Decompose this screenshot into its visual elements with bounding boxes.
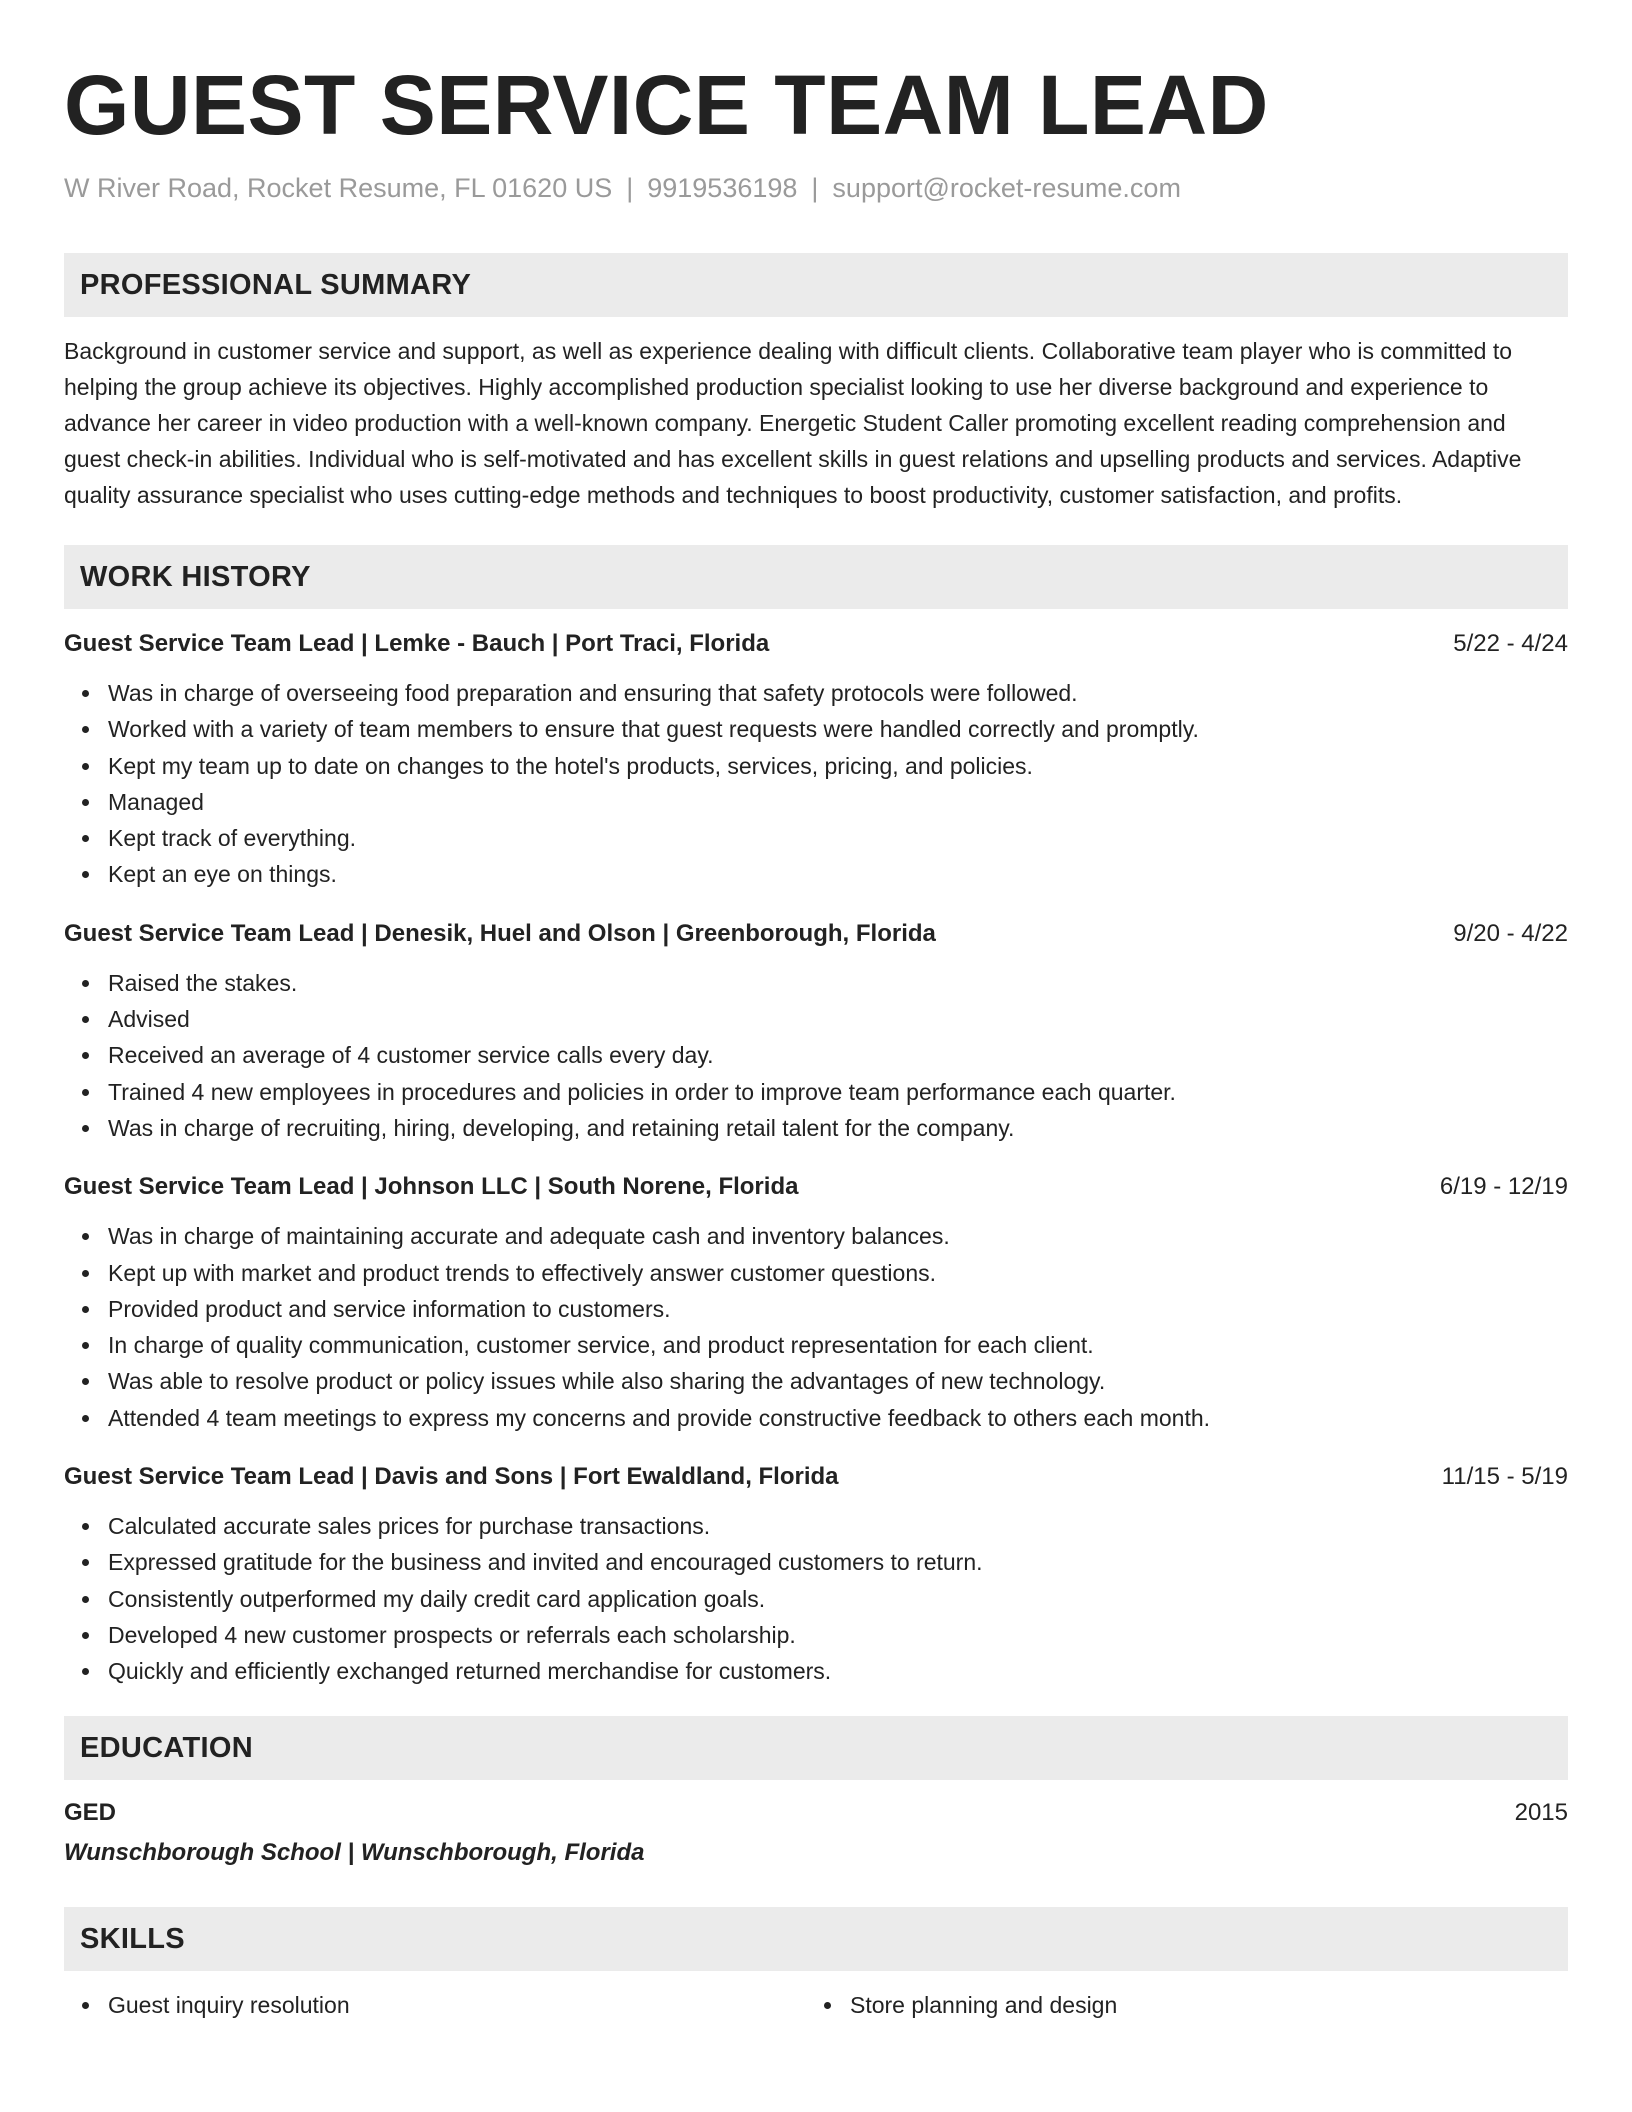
job-bullet: Was able to resolve product or policy issues while also sharing the advantages of new technology. (64, 1363, 1568, 1399)
job-bullet: Calculated accurate sales prices for purchase transactions. (64, 1508, 1568, 1544)
education-year: 2015 (1514, 1798, 1568, 1826)
job-header (64, 919, 1568, 949)
education-entry (64, 1798, 1568, 1828)
resume-page (64, 0, 1568, 2023)
contact-separator: | (811, 173, 819, 203)
job-dates: 5/22 - 4/24 (1453, 630, 1568, 657)
job-entry (64, 919, 1568, 1146)
section-heading-education: EDUCATION (64, 1716, 1568, 1780)
job-bullet: Received an average of 4 customer service calls every day. (64, 1037, 1568, 1073)
skill-item: Store planning and design (806, 1987, 1548, 2023)
contact-email: support@rocket-resume.com (832, 173, 1181, 203)
job-entry (64, 629, 1568, 893)
contact-address: W River Road, Rocket Resume, FL 01620 US (64, 173, 613, 203)
job-header (64, 1462, 1568, 1492)
skills-grid (64, 1987, 1568, 2023)
job-bullet: Consistently outperformed my daily credit card application goals. (64, 1581, 1568, 1617)
job-bullets (64, 1508, 1568, 1689)
job-header (64, 629, 1568, 659)
job-bullet: Attended 4 team meetings to express my concerns and provide constructive feedback to others each month. (64, 1400, 1568, 1436)
contact-phone: 9919536198 (647, 173, 798, 203)
job-bullet: Kept my team up to date on changes to the hotel's products, services, pricing, and policies. (64, 748, 1568, 784)
job-bullet: Trained 4 new employees in procedures and policies in order to improve team performance each quarter. (64, 1074, 1568, 1110)
job-bullet: Kept track of everything. (64, 820, 1568, 856)
skill-item: Guest inquiry resolution (64, 1987, 806, 2023)
job-title: Guest Service Team Lead | Lemke - Bauch | Port Traci, Florida (64, 630, 770, 657)
job-bullet: Developed 4 new customer prospects or referrals each scholarship. (64, 1617, 1568, 1653)
skills-column-left (64, 1987, 806, 2023)
job-bullet: Was in charge of recruiting, hiring, developing, and retaining retail talent for the company. (64, 1110, 1568, 1146)
job-bullet: Was in charge of maintaining accurate and adequate cash and inventory balances. (64, 1218, 1568, 1254)
job-dates: 6/19 - 12/19 (1439, 1173, 1568, 1201)
job-dates: 9/20 - 4/22 (1453, 919, 1568, 947)
job-bullet: Raised the stakes. (64, 965, 1568, 1001)
job-bullets (64, 1218, 1568, 1436)
section-heading-summary: PROFESSIONAL SUMMARY (64, 253, 1568, 317)
contact-line (64, 172, 1568, 204)
job-bullet: Kept an eye on things. (64, 856, 1568, 892)
section-heading-skills: SKILLS (64, 1907, 1568, 1971)
job-title: Guest Service Team Lead | Johnson LLC | South Norene, Florida (64, 1173, 799, 1201)
skills-list (64, 1987, 806, 2023)
job-bullet: Quickly and efficiently exchanged returned merchandise for customers. (64, 1653, 1568, 1689)
job-title: Guest Service Team Lead | Denesik, Huel and Olson | Greenborough, Florida (64, 919, 936, 947)
section-heading-work-history: WORK HISTORY (64, 545, 1568, 609)
job-entry (64, 1462, 1568, 1689)
skills-list (806, 1987, 1548, 2023)
job-bullets (64, 965, 1568, 1146)
contact-separator: | (626, 173, 634, 203)
skills-column-right (806, 1987, 1548, 2023)
job-entry (64, 1172, 1568, 1436)
job-dates: 11/15 - 5/19 (1441, 1463, 1568, 1491)
job-bullet: Managed (64, 784, 1568, 820)
job-bullet: Was in charge of overseeing food preparation and ensuring that safety protocols were followed. (64, 675, 1568, 711)
job-bullet: Provided product and service information to customers. (64, 1291, 1568, 1327)
job-bullet: Expressed gratitude for the business and invited and encouraged customers to return. (64, 1544, 1568, 1580)
job-bullet: Kept up with market and product trends to effectively answer customer questions. (64, 1255, 1568, 1291)
job-bullet: In charge of quality communication, customer service, and product representation for each client. (64, 1327, 1568, 1363)
resume-name: GUEST SERVICE TEAM LEAD (64, 58, 1269, 152)
job-bullets (64, 675, 1568, 893)
job-header (64, 1172, 1568, 1202)
summary-text: Background in customer service and support, as well as experience dealing with difficult clients. Collaborative team player who is committed to helping the group achieve its objectives. Highly accomplished production specialist looking to use her diverse background and experience to advance her career in video production with a well-known company. Energetic Student Caller promoting excellent reading comprehension and guest check-in abilities. Individual who is self-motivated and has excellent skills in guest relations and upselling products and services. Adaptive quality assurance specialist who uses cutting-edge methods and techniques to boost productivity, customer satisfaction, and profits. (64, 338, 1522, 508)
job-bullet: Worked with a variety of team members to ensure that guest requests were handled correctly and promptly. (64, 711, 1568, 747)
job-bullet: Advised (64, 1001, 1568, 1037)
job-title: Guest Service Team Lead | Davis and Sons | Fort Ewaldland, Florida (64, 1463, 839, 1491)
education-degree: GED (64, 1798, 117, 1826)
education-school: Wunschborough School | Wunschborough, Florida (64, 1838, 645, 1866)
